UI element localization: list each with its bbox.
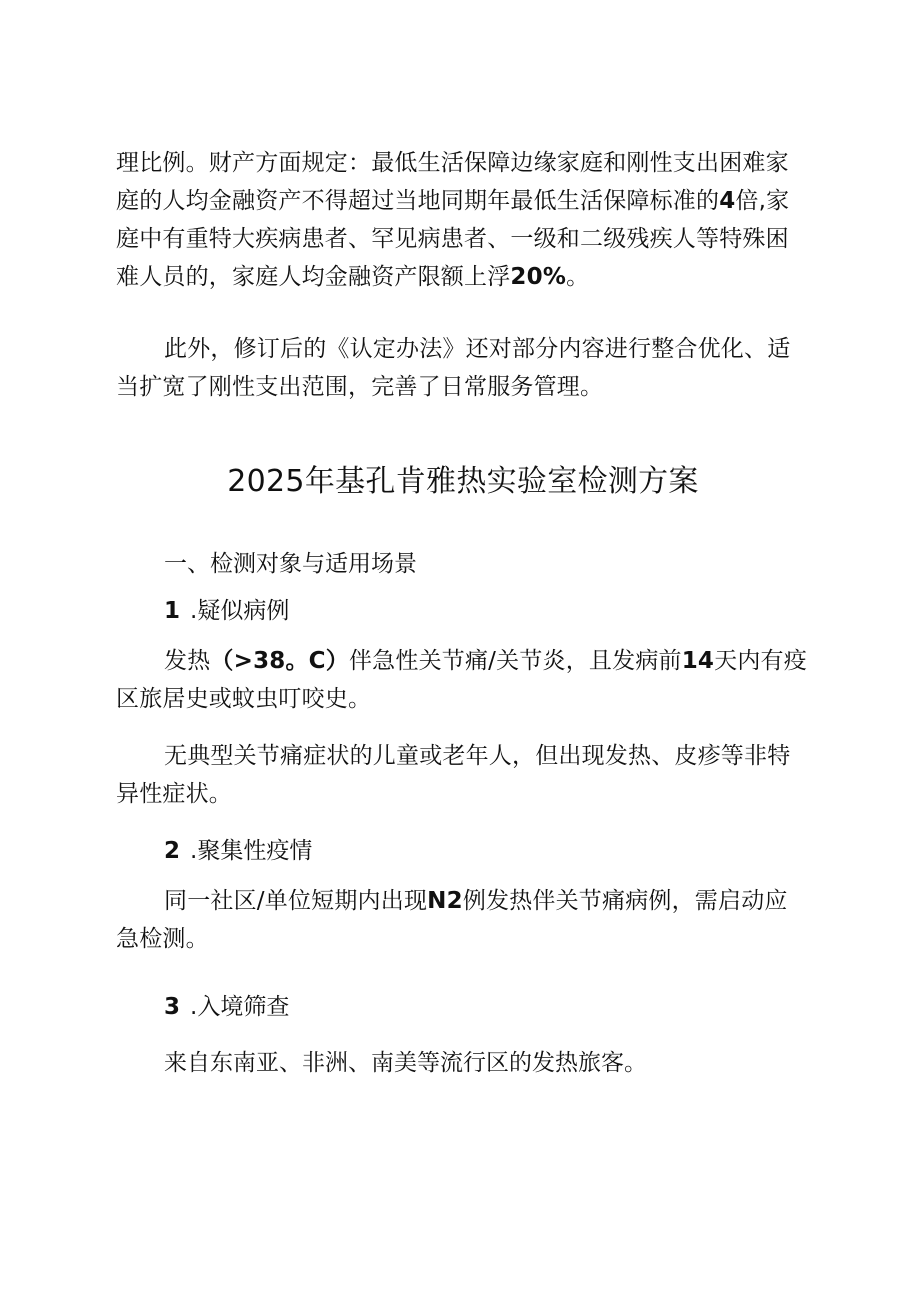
text-run: 发热 <box>164 648 211 674</box>
document-title: 2025年基孔肯雅热实验室检测方案 <box>227 464 699 499</box>
section-heading-1: 一、检测对象与适用场景 <box>164 551 417 577</box>
bold-percent: 20% <box>510 264 567 290</box>
item-number: 1 <box>164 598 181 624</box>
text-run: 倍,家庭中有重特大疾病患者、罕见病患者、一级和二级残疾人等特殊困难人员的，家庭人均金融资产限额上浮 <box>116 188 790 290</box>
paragraph-entry-screening: 来自东南亚、非洲、南美等流行区的发热旅客。 <box>164 1050 647 1076</box>
bold-count: N2 <box>427 888 463 914</box>
paragraph-cluster-outbreak <box>116 882 810 958</box>
text-run: 同一社区/单位短期内出现 <box>164 888 428 914</box>
text-run: 天内有疫区旅居史或蚊虫叮咬史。 <box>116 648 807 712</box>
item-heading-2 <box>164 832 312 870</box>
paragraph-property-rules <box>116 144 810 296</box>
item-label: .聚集性疫情 <box>190 838 313 864</box>
bold-temperature: （>38。C） <box>210 648 349 674</box>
item-heading-1 <box>164 592 289 630</box>
item-heading-3 <box>164 988 289 1026</box>
paragraph-additional-revisions: 此外，修订后的《认定办法》还对部分内容进行整合优化、适当扩宽了刚性支出范围，完善了日常服务管理。 <box>116 336 791 400</box>
paragraph-suspected-case-1 <box>116 642 810 718</box>
text-run: 理比例。财产方面规定：最低生活保障边缘家庭和刚性支出困难家庭的人均金融资产不得超过当地同期年最低生活保障标准的 <box>116 150 789 214</box>
item-number: 2 <box>164 838 181 864</box>
text-run: 伴急性关节痛/关节炎，且发病前 <box>348 648 682 674</box>
item-label: .入境筛查 <box>190 994 290 1020</box>
text-run: 。 <box>566 264 590 290</box>
text-run: 例发热伴关节痛病例，需启动应急检测。 <box>116 888 788 952</box>
paragraph-suspected-case-2: 无典型关节痛症状的儿童或老年人，但出现发热、皮疹等非特异性症状。 <box>116 743 791 807</box>
item-number: 3 <box>164 994 181 1020</box>
bold-number: 4 <box>719 188 736 214</box>
bold-number: 14 <box>681 648 715 674</box>
item-label: .疑似病例 <box>190 598 290 624</box>
